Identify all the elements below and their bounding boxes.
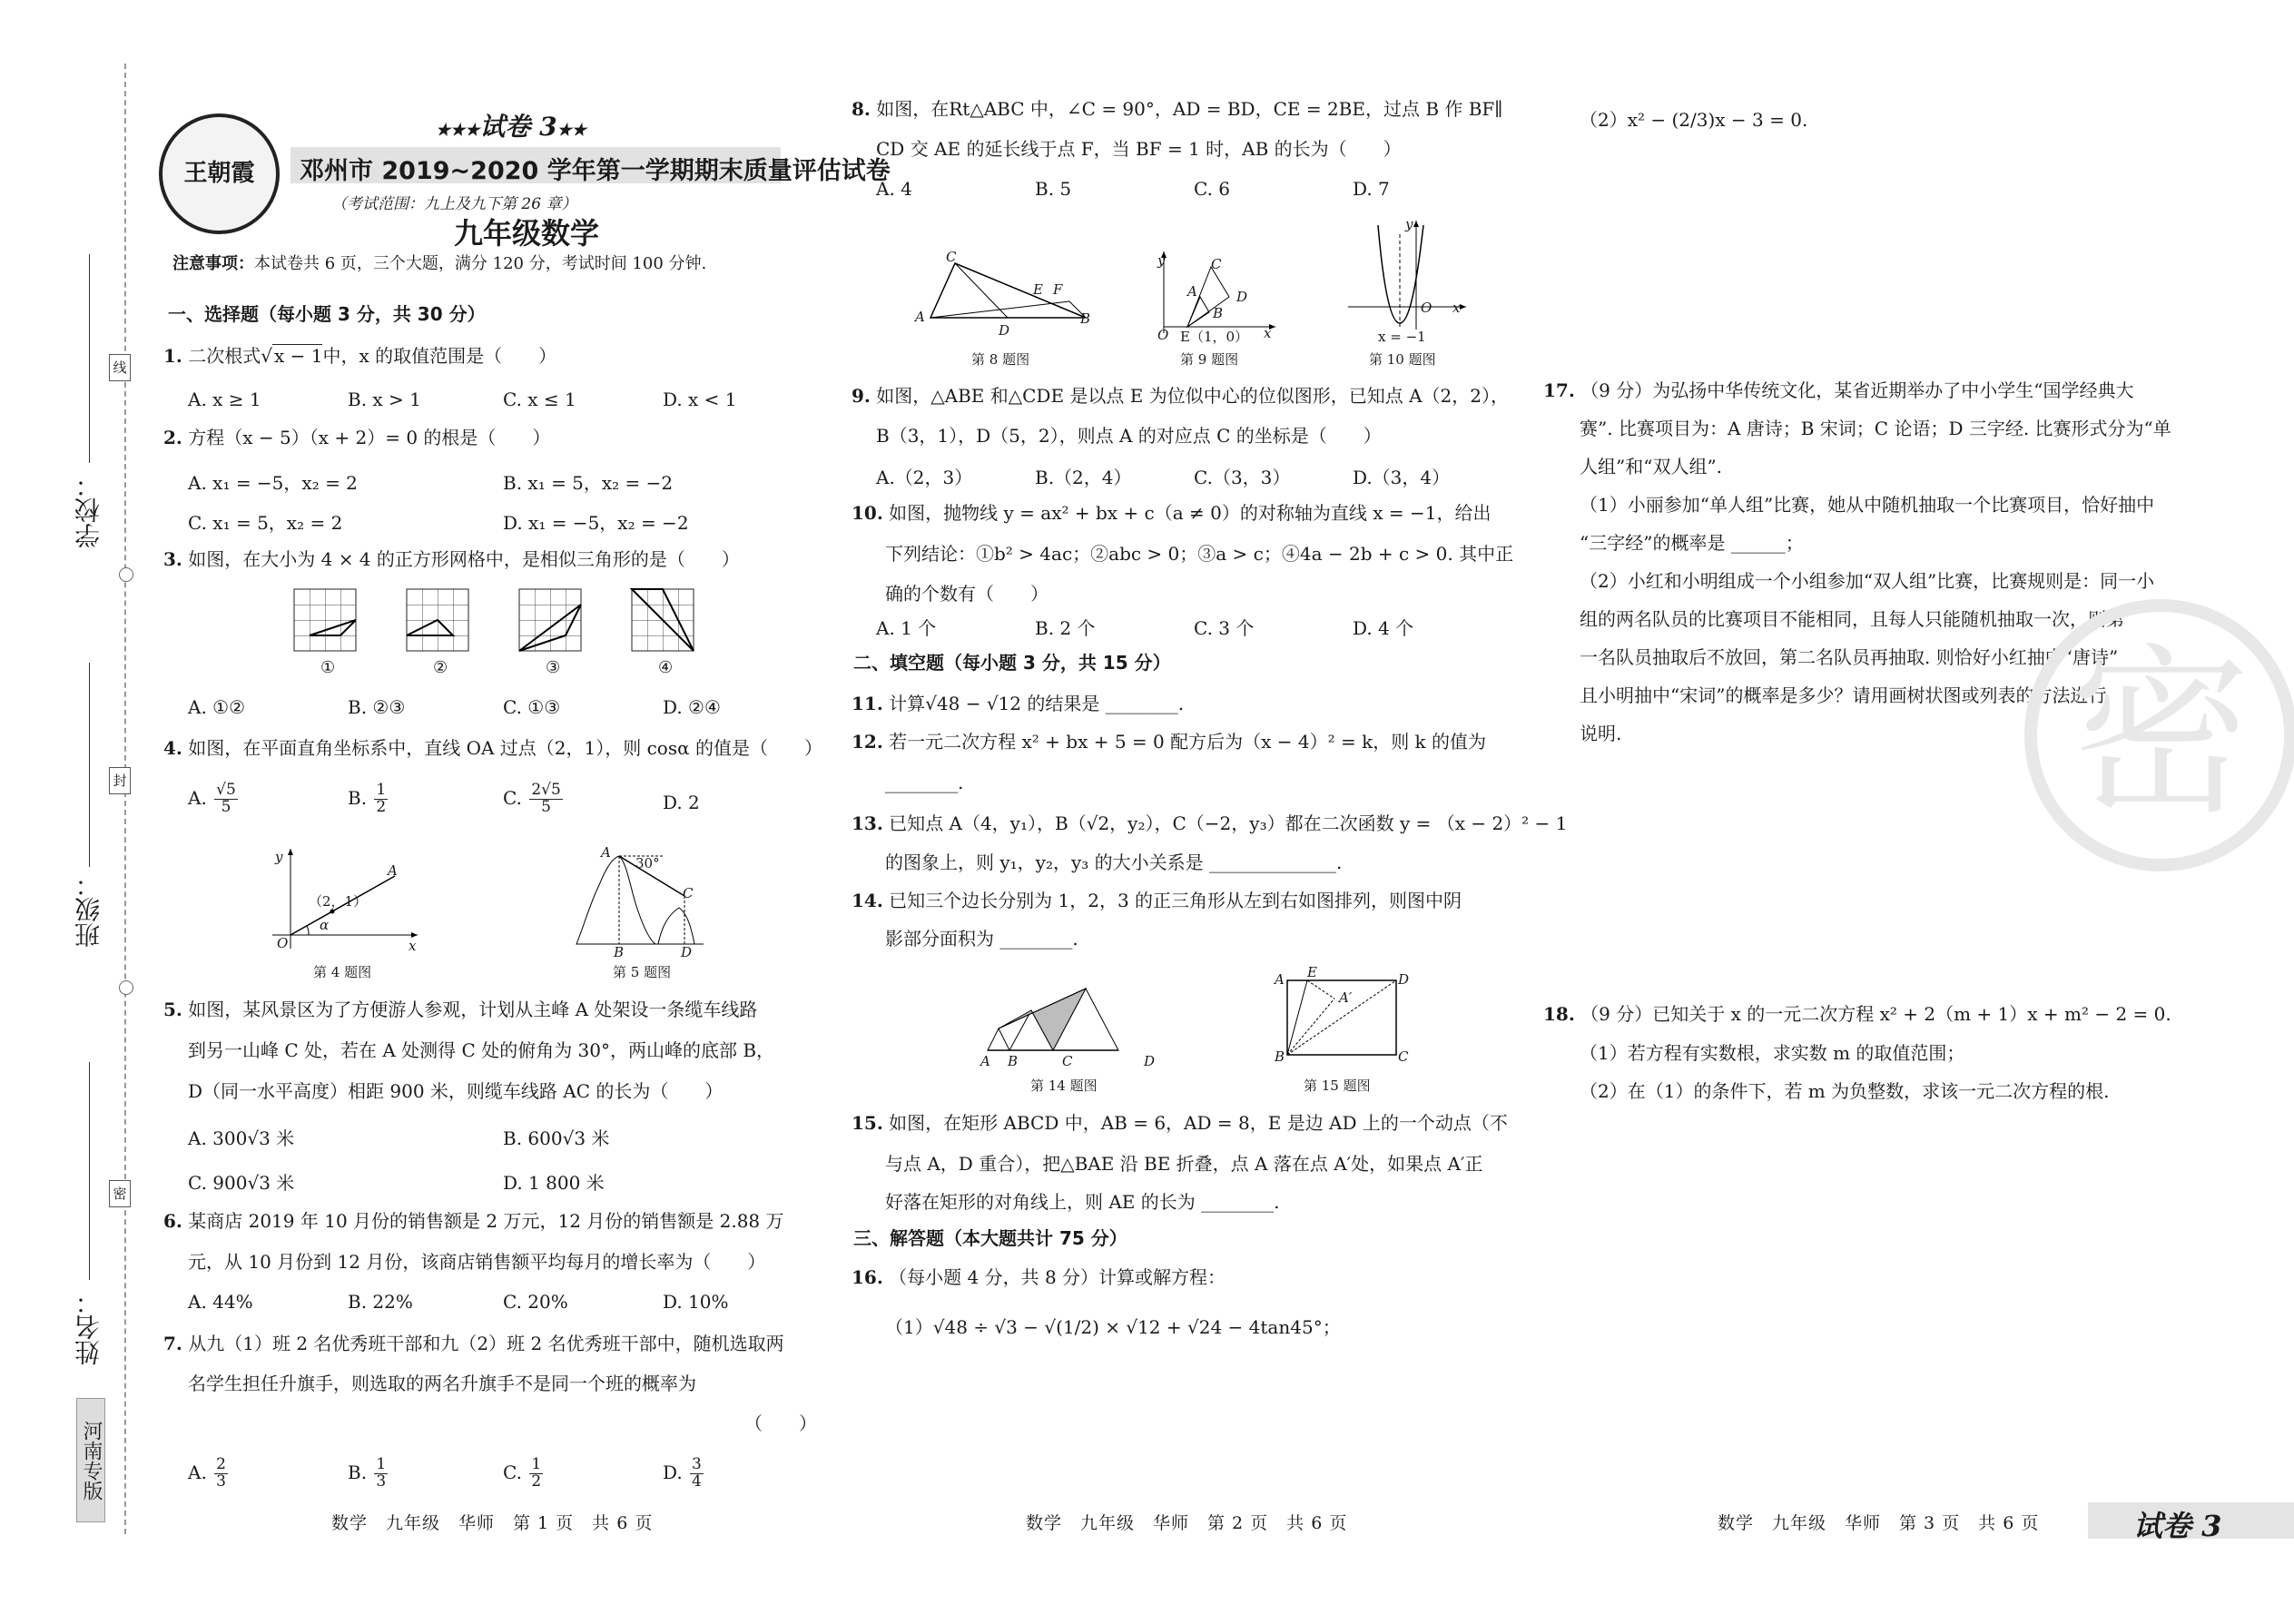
q4-stem: 4. 如图，在平面直角坐标系中，直线 OA 过点（2，1），则 cosα 的值是（ ） [163,737,822,759]
q9-option-a[interactable]: A.（2，3） [876,467,973,488]
q5-option-c[interactable]: C. 900√3 米 [188,1172,295,1194]
fig14-d-label: D [1144,1053,1156,1069]
q16-part1: （1）√48 ÷ √3 − √(1/2) × √12 + √24 − 4tan45°； [885,1316,1341,1338]
q17-line4: （1）小丽参加“单人组”比赛，她从中随机抽取一个比赛项目，恰好抽中 [1580,494,2155,516]
q9-option-b[interactable]: B.（2，4） [1035,467,1132,488]
fig4-point-label: （2，1） [309,893,368,910]
q18-line2: （1）若方程有实数根，求实数 m 的取值范围； [1580,1042,1965,1064]
q5-line3: D（同一水平高度）相距 900 米，则缆车线路 AC 的长为（ ） [188,1080,724,1102]
fig9-c-label: C [1211,256,1222,272]
fig15-b-label: B [1275,1048,1285,1065]
q12-stem: 12. 若一元二次方程 x² + bx + 5 = 0 配方后为（x − 4）² = k，则 k 的值为 [852,731,1487,753]
q12-line2: ________. [885,772,964,793]
binding-hole [119,567,133,582]
fig9-x-label: x [1264,325,1272,341]
subject-title: 九年级数学 [454,216,600,251]
paper-tag: ★★★试卷 3★★ [436,112,586,142]
fig4-alpha: α [320,917,330,933]
q4-option-a[interactable]: A. $\frac{√5}{5}$ [188,781,236,816]
q1-option-a[interactable]: A. x ≥ 1 [188,389,261,410]
section3-title: 三、解答题（本大题共计 75 分） [853,1227,1127,1249]
fig9-e-label: E（1，0） [1180,329,1249,345]
q10-option-c[interactable]: C. 3 个 [1194,617,1255,639]
fig4-y-label: y [275,849,283,865]
school-underline [89,254,90,463]
q5-option-b[interactable]: B. 600√3 米 [503,1127,610,1149]
q7-option-b[interactable]: B. $\frac{1}{3}$ [348,1455,387,1491]
notice-label: 注意事项： [172,254,254,273]
q5-option-d[interactable]: D. 1 800 米 [503,1172,605,1194]
q13-line2: 的图象上，则 y₁，y₂，y₃ 的大小关系是 ______________. [885,851,1343,873]
seal-xian: 线 [109,354,131,381]
q4-option-c[interactable]: C. $\frac{2√5}{5}$ [503,781,561,816]
q3-option-a[interactable]: A. ①② [188,696,246,718]
q17-line7: 组的两名队员的比赛项目不能相同，且每人只能随机抽取一次，则第 [1580,608,2124,630]
q10-option-b[interactable]: B. 2 个 [1035,617,1096,639]
footer-tag: 试卷 3 [2133,1509,2222,1543]
q3-label-3: ③ [546,658,561,677]
q10-line3: 确的个数有（ ） [885,583,1049,605]
fig5-b-label: B [614,944,625,960]
brand-logo [159,113,280,234]
q17-line2: 赛”. 比赛项目为：A 唐诗；B 宋词；C 论语；D 三字经. 比赛形式分为“单 [1580,418,2171,439]
fig8-a-label: A [915,309,925,325]
q9-option-c[interactable]: C.（3，3） [1194,467,1291,488]
fig14-caption: 第 14 题图 [1030,1078,1098,1094]
class-label: 班级： [74,871,103,948]
q2-option-a[interactable]: A. x₁ = −5，x₂ = 2 [188,472,358,494]
q8-option-c[interactable]: C. 6 [1194,178,1231,200]
notice-text: 本试卷共 6 页，三个大题，满分 120 分，考试时间 100 分钟. [254,254,707,273]
q3-option-c[interactable]: C. ①③ [503,696,561,718]
name-underline [89,1062,90,1280]
q6-stem: 6. 某商店 2019 年 10 月份的销售额是 2 万元，12 月份的销售额是 2.88 万 [163,1210,784,1232]
fig10-axis-label: x = −1 [1378,329,1426,345]
q16-stem: 16. （每小题 4 分，共 8 分）计算或解方程： [852,1266,1226,1288]
q9-option-d[interactable]: D.（3，4） [1353,467,1451,488]
q5-option-a[interactable]: A. 300√3 米 [188,1127,295,1149]
q3-grid-4 [632,589,694,651]
brand-logo-text: 王朝霞 [183,160,255,187]
q7-paren: （ ） [744,1412,817,1434]
class-underline [89,663,90,867]
figure-8 [917,256,1098,329]
binding-hole [119,980,133,995]
fig10-y-label: y [1405,216,1413,232]
q7-option-d[interactable]: D. $\frac{3}{4}$ [663,1455,702,1491]
q2-stem: 2. 方程（x − 5）（x + 2）= 0 的根是（ ） [163,427,551,448]
q6-option-b[interactable]: B. 22% [348,1291,413,1313]
footer-page2: 数学 九年级 华师 第 2 页 共 6 页 [1026,1513,1348,1533]
q10-stem: 10. 如图，抛物线 y = ax² + bx + c（a ≠ 0）的对称轴为直线 x = −1，给出 [852,502,1492,524]
fig15-aprime-label: A′ [1339,989,1353,1006]
q1-option-b[interactable]: B. x > 1 [348,389,421,410]
section2-title: 二、填空题（每小题 3 分，共 15 分） [853,652,1171,674]
q2-option-d[interactable]: D. x₁ = −5，x₂ = −2 [503,512,689,534]
fig14-b-label: B [1008,1053,1019,1069]
q1-option-d[interactable]: D. x < 1 [663,389,737,410]
q10-option-d[interactable]: D. 4 个 [1353,617,1414,639]
q6-option-c[interactable]: C. 20% [503,1291,568,1313]
q17-line6: （2）小红和小明组成一个小组参加“双人组”比赛，比赛规则是：同一小 [1580,570,2155,592]
q7-line2: 名学生担任升旗手，则选取的两名升旗手不是同一个班的概率为 [188,1373,696,1394]
fig5-caption: 第 5 题图 [613,964,672,980]
fig5-a-label: A [601,844,611,861]
q7-option-c[interactable]: C. $\frac{1}{2}$ [503,1455,542,1491]
fig8-d-label: D [999,322,1010,339]
q5-line2: 到另一山峰 C 处，若在 A 处测得 C 处的俯角为 30°，两山峰的底部 B， [188,1039,775,1061]
fig15-caption: 第 15 题图 [1304,1078,1371,1094]
q17-line10: 说明. [1580,723,1622,744]
school-label: 学校： [74,472,103,548]
seal-mi: 密 [109,1180,131,1207]
q2-option-c[interactable]: C. x₁ = 5，x₂ = 2 [188,512,343,534]
q3-grid-1 [294,589,356,651]
q6-option-a[interactable]: A. 44% [188,1291,253,1313]
q3-grid-3 [519,589,581,651]
q17-line5: “三字经”的概率是 ______； [1580,532,1804,554]
q3-grid-figures [290,586,699,676]
q14-stem: 14. 已知三个边长分别为 1，2，3 的正三角形从左到右如图排列，则图中阴 [852,890,1462,911]
q9-stem: 9. 如图，△ABE 和△CDE 是以点 E 为位似中心的位似图形，已知点 A（2，2）， [852,385,1509,407]
q8-option-a[interactable]: A. 4 [876,178,912,200]
q3-stem: 3. 如图，在大小为 4 × 4 的正方形网格中，是相似三角形的是（ ） [163,548,740,570]
q3-label-2: ② [433,658,448,677]
q4-option-d[interactable]: D. 2 [663,792,700,813]
q8-stem: 8. 如图，在Rt△ABC 中，∠C = 90°，AD = BD，CE = 2BE，过点 B 作 BF∥ [852,98,1503,120]
fig10-x-label: x [1452,300,1461,316]
fig9-caption: 第 9 题图 [1180,351,1239,368]
q3-option-d[interactable]: D. ②④ [663,696,721,718]
fig8-f-label: F [1053,281,1063,298]
fig4-x-label: x [409,938,417,954]
q3-option-b[interactable]: B. ②③ [348,696,406,718]
q6-option-d[interactable]: D. 10% [663,1291,729,1313]
name-label: 姓名： [74,1289,103,1365]
edition-label: 河南专版 [76,1398,105,1522]
figure-10 [1344,216,1471,334]
fig5-d-label: D [681,944,693,960]
q8-option-b[interactable]: B. 5 [1035,178,1072,200]
q8-option-d[interactable]: D. 7 [1353,178,1390,200]
exam-title: 邓州市 2019~2020 学年第一学期期末质量评估试卷 [300,157,891,185]
q6-line2: 元，从 10 月份到 12 月份，该商店销售额平均每月的增长率为（ ） [188,1251,766,1273]
section1-title: 一、选择题（每小题 3 分，共 30 分） [168,303,486,325]
q4-option-b[interactable]: B. $\frac{1}{2}$ [348,781,387,816]
q1-stem: 1. 二次根式√ x − 1中，x 的取值范围是（ ） [163,345,557,367]
fig15-e-label: E [1307,964,1317,980]
q7-stem: 7. 从九（1）班 2 名优秀班干部和九（2）班 2 名优秀班干部中，随机选取两 [163,1333,784,1354]
q3-label-1: ① [320,658,336,677]
fig8-c-label: C [946,249,957,265]
fig8-b-label: B [1080,310,1091,327]
q17-line3: 人组”和“双人组”. [1580,456,1723,477]
q15-line3: 好落在矩形的对角线上，则 AE 的长为 ________. [885,1191,1280,1213]
q10-line2: 下列结论：①b² > 4ac；②abc > 0；③a > c；④4a − 2b + c > 0. 其中正 [885,543,1514,565]
binding-line [124,64,126,1534]
fig9-a-label: A [1187,283,1197,300]
fig10-caption: 第 10 题图 [1369,351,1436,368]
figure-15 [1280,971,1410,1062]
fig8-e-label: E [1033,281,1043,298]
fig4-origin: O [277,935,289,951]
fig9-b-label: B [1213,305,1224,321]
q17-line8: 一名队员抽取后不放回，第二名队员再抽取. 则恰好小红抽中“唐诗” [1580,646,2119,668]
fig4-a-label: A [388,862,398,879]
q2-option-b[interactable]: B. x₁ = 5，x₂ = −2 [503,472,674,494]
q1-option-c[interactable]: C. x ≤ 1 [503,389,576,410]
fig8-caption: 第 8 题图 [971,351,1030,368]
q15-stem: 15. 如图，在矩形 ABCD 中，AB = 6，AD = 8，E 是边 AD 上的一个动点（不 [852,1112,1508,1134]
q13-stem: 13. 已知点 A（4，y₁），B（√2，y₂），C（−2，y₃）都在二次函数 y = （x − 2）² − 1 [852,812,1568,834]
fig4-caption: 第 4 题图 [313,964,372,980]
q16-part2: （2）x² − (2/3)x − 3 = 0. [1580,109,1808,131]
q17-line9: 且小明抽中“宋词”的概率是多少？请用画树状图或列表的方法进行 [1580,684,2107,706]
fig15-c-label: C [1398,1048,1409,1065]
fig9-y-label: y [1157,252,1166,269]
fig10-o-label: O [1421,300,1433,316]
exam-scope: （考试范围：九上及九下第 26 章） [331,195,577,213]
q7-option-a[interactable]: A. $\frac{2}{3}$ [188,1455,226,1491]
fig9-o-label: O [1157,327,1169,343]
notice [172,254,706,274]
q15-line2: 与点 A，D 重合），把△BAE 沿 BE 折叠，点 A 落在点 A′处，如果点 A′正 [885,1153,1483,1175]
q10-option-a[interactable]: A. 1 个 [876,617,937,639]
q5-stem: 5. 如图，某风景区为了方便游人参观，计划从主峰 A 处架设一条缆车线路 [163,999,758,1020]
q8-line2: CD 交 AE 的延长线于点 F，当 BF = 1 时，AB 的长为（ ） [876,138,1402,160]
footer-page3: 数学 九年级 华师 第 3 页 共 6 页 [1718,1513,2040,1533]
seal-feng: 封 [109,767,131,794]
fig5-c-label: C [683,885,694,901]
q17-stem: 17. （9 分）为弘扬中华传统文化，某省近期举办了中小学生“国学经典大 [1543,379,2134,401]
fig14-c-label: C [1062,1053,1073,1069]
fig14-a-label: A [980,1053,990,1069]
q18-line3: （2）在（1）的条件下，若 m 为负整数，求该一元二次方程的根. [1580,1080,2110,1102]
fig15-a-label: A [1275,971,1285,988]
fig15-d-label: D [1398,971,1410,988]
q9-line2: B（3，1），D（5，2），则点 A 的对应点 C 的坐标是（ ） [876,425,1382,447]
footer-page1: 数学 九年级 华师 第 1 页 共 6 页 [331,1513,654,1533]
q3-grid-2 [407,589,468,651]
q11-stem: 11. 计算√48 − √12 的结果是 ________. [852,693,1185,714]
figure-14 [980,976,1153,1058]
watermark-seal: 密 [2024,599,2294,871]
q18-stem: 18. （9 分）已知关于 x 的一元二次方程 x² + 2（m + 1）x + m² − 2 = 0. [1543,1003,2171,1025]
q14-line2: 影部分面积为 ________. [885,928,1078,950]
fig5-angle: 30° [635,855,660,871]
fig9-d-label: D [1236,289,1248,305]
q3-label-4: ④ [658,658,674,677]
